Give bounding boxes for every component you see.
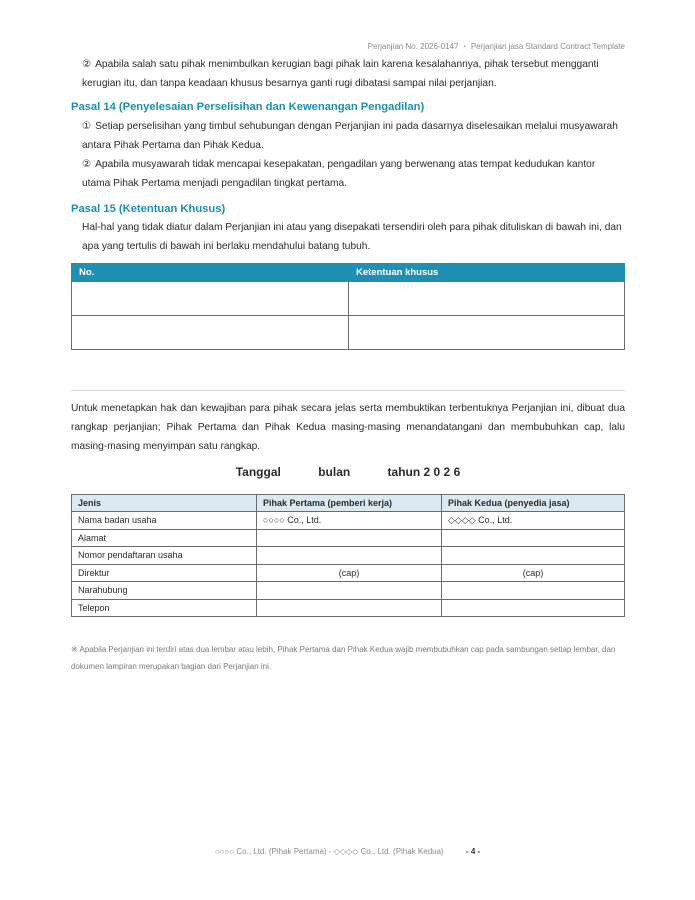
section-title: Pasal 14 (Penyelesaian Perselisihan dan Kewenangan Pengadilan) [71,101,425,113]
party-two-cell[interactable] [442,599,625,617]
table-row [72,282,625,316]
clause-13-item-2 [71,55,625,93]
column-header: Jenis [72,495,257,512]
table-row [72,529,625,547]
party-two-seal[interactable]: (cap) [442,564,625,582]
clause-15-text: Hal-hal yang tidak diatur dalam Perjanjian ini atau yang disepakati tersendiri oleh para pihak dituliskan di bawah ini, dan apa yang tertulis di bawah ini berlaku mendahului batang tubuh. [82,222,622,252]
row-label: Nomor pendaftaran usaha [72,547,257,565]
date-line [71,465,625,479]
row-label: Telepon [72,599,257,617]
table-row [72,547,625,565]
date-tahun: tahun 2 0 2 6 [387,465,461,479]
table-row [72,316,625,350]
date-bulan: bulan [318,465,351,479]
row-label: Alamat [72,529,257,547]
column-header: Pihak Pertama (pemberi kerja) [257,495,442,512]
section-title: Pasal 15 (Ketentuan Khusus) [71,203,226,215]
row-label: Direktur [72,564,257,582]
page-header: Perjanjian No. 2026-0147 ・ Perjanjian jasa Standard Contract Template [367,42,625,51]
row-label: Nama badan usaha [72,512,257,530]
party-one-seal[interactable]: (cap) [257,564,442,582]
party-one-cell[interactable]: ○○○○ Co., Ltd. [257,512,442,530]
item-number: ② [82,159,92,170]
item-text: Apabila musyawarah tidak mencapai kesepakatan, pengadilan yang berwenang atas tempat kedudukan kantor utama Pihak Pertama menjadi pengadilan tingkat pertama. [82,159,596,189]
closing-text: Untuk menetapkan hak dan kewajiban para pihak secara jelas serta membuktikan terbentuknya Perjanjian ini, dibuat dua rangkap perjanjian; Pihak Pertama dan Pihak Kedua masing-masing menandatangani dan membubuhkan cap, lalu masing-masing menyimpan satu rangkap. [71,403,625,452]
party-two-cell[interactable] [442,547,625,565]
party-one-cell[interactable] [257,529,442,547]
table-row [72,599,625,617]
clause-15 [71,203,625,256]
column-header: Pihak Kedua (penyedia jasa) [442,495,625,512]
special-provisions-table [71,263,625,350]
item-number: ② [82,59,92,70]
party-two-cell[interactable]: ◇◇◇◇ Co., Ltd. [442,512,625,530]
page-number: - 4 - [465,847,481,856]
party-one-cell[interactable] [257,547,442,565]
table-cell[interactable] [72,316,349,350]
item-text: Apabila salah satu pihak menimbulkan kerugian bagi pihak lain karena kesalahannya, pihak tersebut mengganti kerugian itu, dan tanpa keadaan khusus besarnya ganti rugi dibatasi sampai nilai perjanjian. [82,59,599,89]
column-header-no: No. [72,264,349,282]
table-cell[interactable] [72,282,349,316]
signature-table [71,494,625,617]
column-header-special: Ketentuan khusus [349,264,625,282]
item-number: ① [82,121,92,132]
table-row [72,564,625,582]
clause-14-item-2 [71,155,625,193]
table-row [72,582,625,600]
item-text: Setiap perselisihan yang timbul sehubungan dengan Perjanjian ini pada dasarnya diselesaikan melalui musyawarah antara Pihak Pertama dan Pihak Kedua. [82,121,618,151]
table-cell[interactable] [349,316,625,350]
party-one-cell[interactable] [257,599,442,617]
page-footer [0,847,695,856]
clause-14-item-1 [71,117,625,155]
date-tanggal: Tanggal [235,465,281,479]
table-cell[interactable] [349,282,625,316]
party-one-cell[interactable] [257,582,442,600]
party-two-cell[interactable] [442,529,625,547]
party-two-cell[interactable] [442,582,625,600]
clause-14 [71,101,625,193]
table-row [72,512,625,530]
footer-parties: ○○○○ Co., Ltd. (Pihak Pertama) - ◇◇◇◇ Co., Ltd. (Pihak Kedua) [214,847,444,856]
row-label: Narahubung [72,582,257,600]
section-divider [71,390,625,391]
footnote: ※ Apabila Perjanjian ini terdiri atas dua lembar atau lebih, Pihak Pertama dan Pihak Kedua wajib membubuhkan cap pada sambungan setiap lembar, dan dokumen lampiran merupakan bagian dari Perjanjian ini. [71,645,616,671]
